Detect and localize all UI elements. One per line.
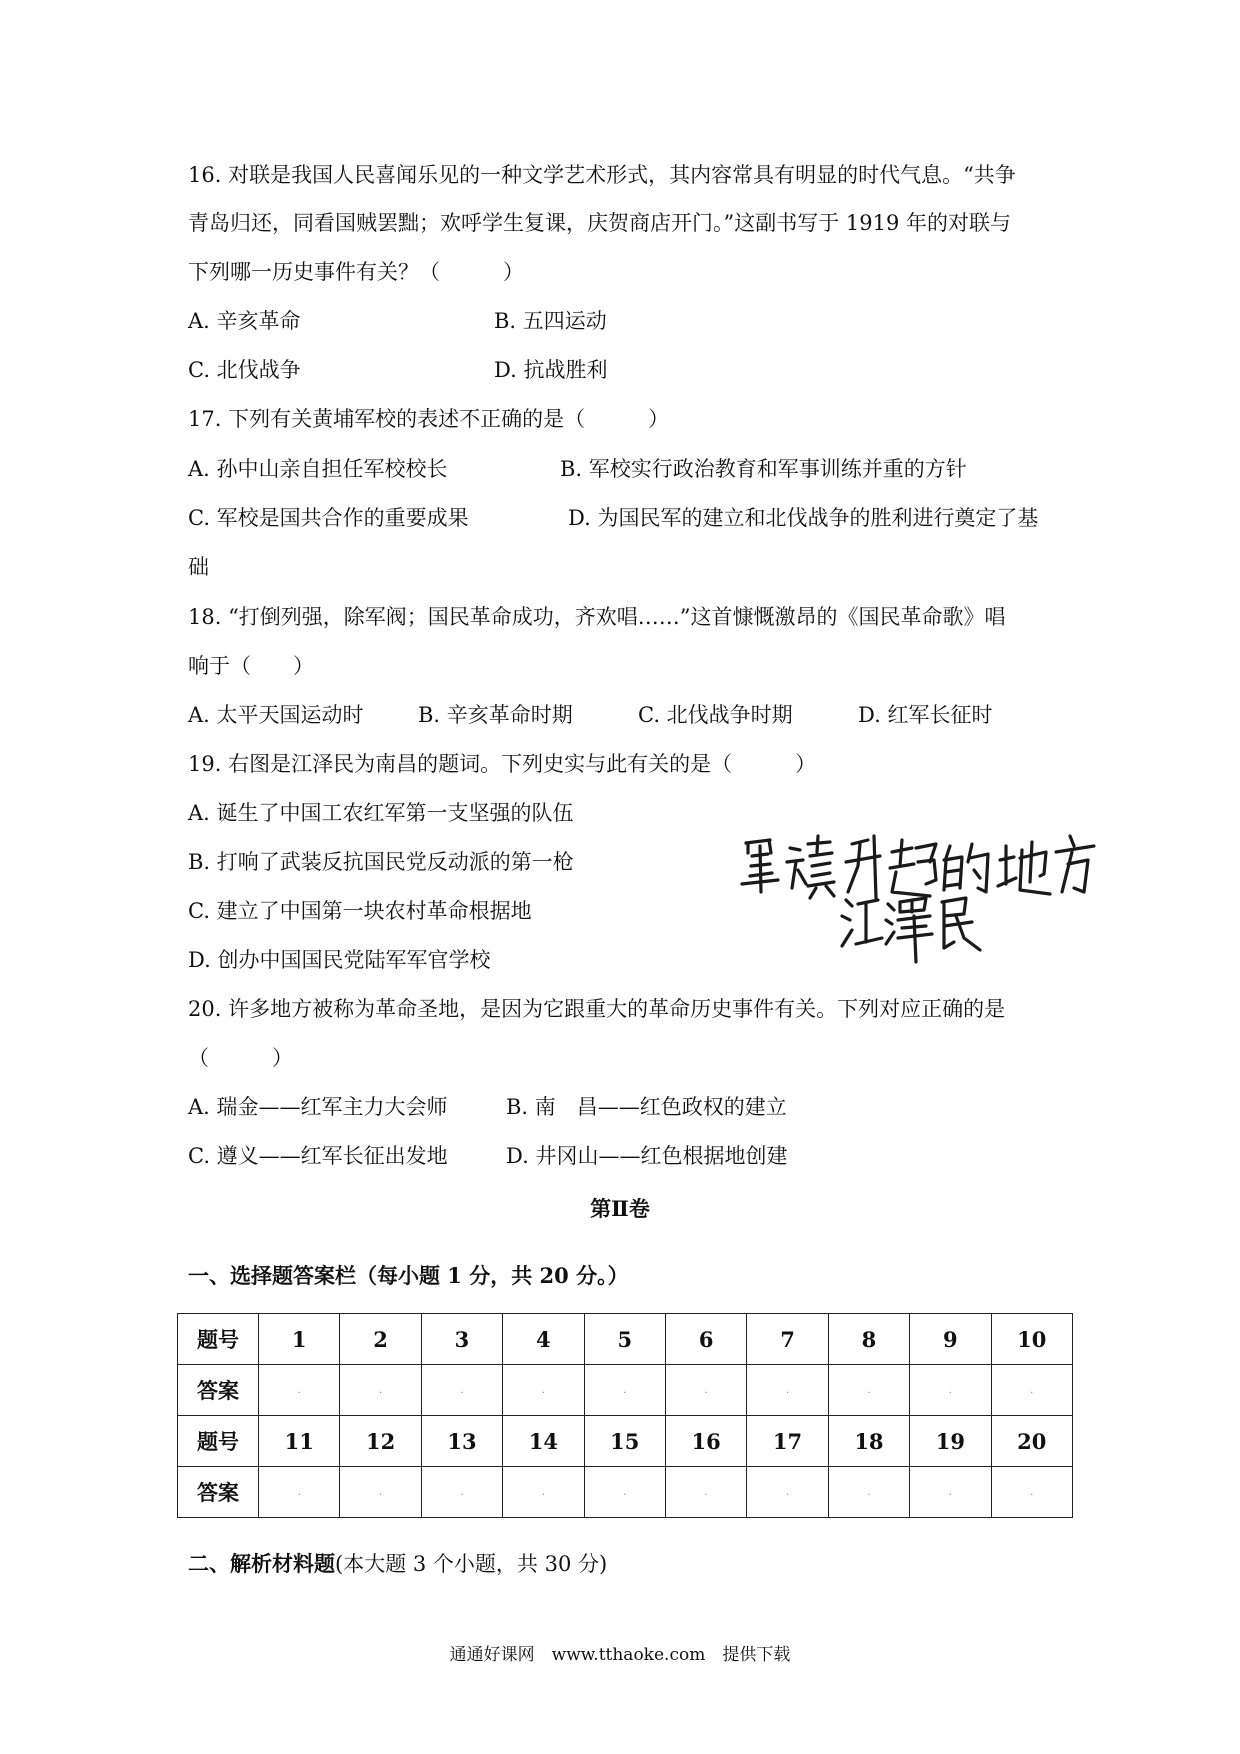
answer-cell[interactable]: .: [747, 1365, 828, 1416]
section2-heading-bold: 二、解析材料题: [188, 1551, 335, 1576]
q20-stem-line1: 20. 许多地方被称为革命圣地，是因为它跟重大的革命历史事件有关。下列对应正确的是: [188, 997, 1006, 1021]
question-number: 5: [584, 1314, 665, 1365]
question-number: 7: [747, 1314, 828, 1365]
answer-cell[interactable]: .: [421, 1365, 502, 1416]
q18-option-a: A. 太平天国运动时: [188, 703, 364, 727]
question-number: 10: [991, 1314, 1072, 1365]
row-label-number: 题号: [178, 1416, 259, 1467]
q16-option-d: D. 抗战胜利: [494, 358, 608, 382]
question-number: 13: [421, 1416, 502, 1467]
answer-table-number-row-1: [178, 1314, 1073, 1365]
q20-option-c: C. 遵义——红军长征出发地: [188, 1144, 448, 1168]
answer-cell[interactable]: .: [910, 1467, 991, 1518]
answer-table-answer-row-1: [178, 1365, 1073, 1416]
q18-option-d: D. 红军长征时: [858, 703, 993, 727]
answer-cell[interactable]: .: [991, 1467, 1072, 1518]
answer-cell[interactable]: .: [910, 1365, 991, 1416]
answer-table: [177, 1313, 1073, 1518]
q17-option-d: D. 为国民军的建立和北伐战争的胜利进行奠定了基: [568, 506, 1039, 530]
answer-table-answer-row-2: [178, 1467, 1073, 1518]
q20-option-a: A. 瑞金——红军主力大会师: [188, 1095, 448, 1119]
answer-cell[interactable]: .: [747, 1467, 828, 1518]
question-number: 15: [584, 1416, 665, 1467]
q16-stem-line1: 16. 对联是我国人民喜闻乐见的一种文学艺术形式，其内容常具有明显的时代气息。“共争: [188, 163, 1016, 187]
question-number: 8: [828, 1314, 909, 1365]
q18-option-c: C. 北伐战争时期: [638, 703, 793, 727]
page-footer: 通通好课网 www.tthaoke.com 提供下载: [449, 1645, 791, 1665]
question-number: 2: [340, 1314, 421, 1365]
question-number: 6: [665, 1314, 746, 1365]
q16-option-c: C. 北伐战争: [188, 358, 301, 382]
q19-option-a: A. 诞生了中国工农红军第一支坚强的队伍: [188, 801, 574, 825]
answer-cell[interactable]: .: [340, 1365, 421, 1416]
q20-option-b: B. 南 昌——红色政权的建立: [506, 1095, 787, 1119]
row-label-number: 题号: [178, 1314, 259, 1365]
answer-cell[interactable]: .: [584, 1365, 665, 1416]
question-number: 9: [910, 1314, 991, 1365]
question-number: 4: [503, 1314, 584, 1365]
question-number: 16: [665, 1416, 746, 1467]
answer-cell[interactable]: .: [503, 1467, 584, 1518]
q17-stem: 17. 下列有关黄埔军校的表述不正确的是（ ）: [188, 407, 670, 431]
question-number: 17: [747, 1416, 828, 1467]
section2-heading: [188, 1550, 607, 1578]
q17-option-d-continued: 础: [188, 555, 209, 579]
answer-cell[interactable]: .: [259, 1467, 340, 1518]
answer-cell[interactable]: .: [259, 1365, 340, 1416]
question-number: 20: [991, 1416, 1072, 1467]
q18-stem-line2: 响于（ ）: [188, 654, 314, 678]
question-number: 3: [421, 1314, 502, 1365]
row-label-answer: 答案: [178, 1467, 259, 1518]
question-number: 14: [503, 1416, 584, 1467]
answer-cell[interactable]: .: [421, 1467, 502, 1518]
q20-stem-line2: （ ）: [188, 1046, 293, 1070]
question-number: 12: [340, 1416, 421, 1467]
q18-option-b: B. 辛亥革命时期: [418, 703, 573, 727]
section1-heading: 一、选择题答案栏（每小题 1 分，共 20 分。）: [188, 1263, 629, 1288]
q17-option-c: C. 军校是国共合作的重要成果: [188, 506, 469, 530]
q19-option-c: C. 建立了中国第一块农村革命根据地: [188, 899, 532, 923]
answer-cell[interactable]: .: [828, 1467, 909, 1518]
q16-stem-line2: 青岛归还，同看国贼罢黜；欢呼学生复课，庆贺商店开门。”这副书写于 1919 年的对联与: [188, 211, 1012, 235]
answer-table-number-row-2: [178, 1416, 1073, 1467]
section2-heading-note: (本大题 3 个小题，共 30 分): [335, 1552, 608, 1576]
answer-cell[interactable]: .: [991, 1365, 1072, 1416]
q19-option-d: D. 创办中国国民党陆军军官学校: [188, 948, 491, 972]
q19-option-b: B. 打响了武装反抗国民党反动派的第一枪: [188, 850, 574, 874]
q20-option-d: D. 井冈山——红色根据地创建: [506, 1144, 788, 1168]
q17-option-a: A. 孙中山亲自担任军校校长: [188, 457, 448, 481]
answer-cell[interactable]: .: [584, 1467, 665, 1518]
question-number: 1: [259, 1314, 340, 1365]
answer-cell[interactable]: .: [665, 1365, 746, 1416]
q17-option-b: B. 军校实行政治教育和军事训练并重的方针: [560, 457, 967, 481]
question-number: 18: [828, 1416, 909, 1467]
q16-stem-line3: 下列哪一历史事件有关？（ ）: [188, 260, 524, 284]
q16-option-a: A. 辛亥革命: [188, 309, 301, 333]
row-label-answer: 答案: [178, 1365, 259, 1416]
part2-title: 第Ⅱ卷: [590, 1196, 650, 1221]
answer-cell[interactable]: .: [340, 1467, 421, 1518]
question-number: 19: [910, 1416, 991, 1467]
answer-cell[interactable]: .: [828, 1365, 909, 1416]
q19-stem: 19. 右图是江泽民为南昌的题词。下列史实与此有关的是（ ）: [188, 752, 817, 776]
answer-cell[interactable]: .: [665, 1467, 746, 1518]
question-number: 11: [259, 1416, 340, 1467]
answer-cell[interactable]: .: [503, 1365, 584, 1416]
q16-option-b: B. 五四运动: [494, 309, 607, 333]
q18-stem-line1: 18. “打倒列强，除军阀；国民革命成功，齐欢唱……”这首慷慨激昂的《国民革命歌》唱: [188, 605, 1006, 629]
